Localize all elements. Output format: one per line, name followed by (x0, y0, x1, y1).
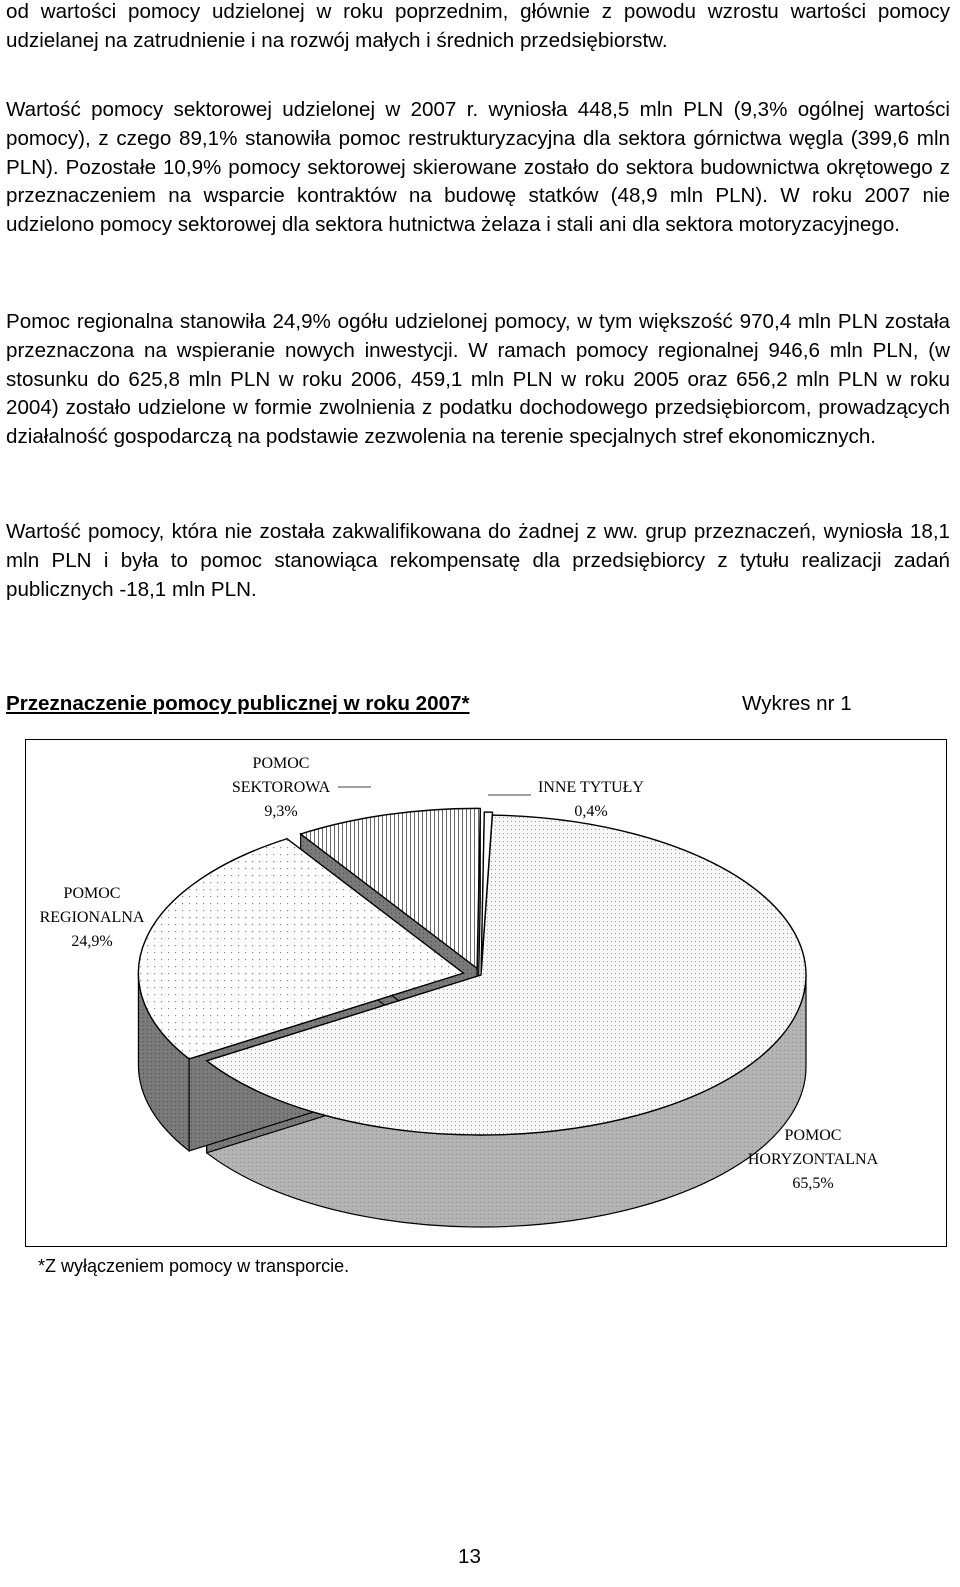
slice-label-regionalna (22, 882, 162, 954)
slice-label-line: POMOC (252, 755, 310, 772)
paragraph-1: od wartości pomocy udzielonej w roku poprzednim, głównie z powodu wzrostu wartości pomocy udzielanej na zatrudnienie i na rozwój małych i średnich przedsiębiorstw. (6, 0, 950, 52)
slice-label-line: INNE TYTUŁY (538, 779, 644, 796)
slice-label-value: 9,3% (264, 803, 298, 820)
page-number: 13 (458, 1545, 481, 1568)
slice-label-line: SEKTOROWA (231, 779, 331, 796)
slice-label-line: POMOC (63, 885, 121, 902)
slice-label-value: 65,5% (792, 1175, 834, 1192)
chart-number-label: Wykres nr 1 (742, 692, 852, 715)
paragraph-3: Pomoc regionalna stanowiła 24,9% ogółu udzielonej pomocy, w tym większość 970,4 mln PLN została przeznaczona na wspieranie nowych inwestycji. W ramach pomocy regionalnej 946,6 mln PLN, (w stosunku do 625,8 mln PLN w roku 2006, 459,1 mln PLN w roku 2005 oraz 656,2 mln PLN w roku 2004) zostało udzielone w formie zwolnienia z podatku dochodowego przedsiębiorcom, prowadzących działalność gospodarczą na podstawie zezwolenia na terenie specjalnych stref ekonomicznych. (6, 310, 950, 449)
slice-label-value: 0,4% (574, 803, 608, 820)
slice-label-line: REGIONALNA (39, 909, 145, 926)
chart-footnote: *Z wyłączeniem pomocy w transporcie. (38, 1256, 350, 1276)
paragraph-2: Wartość pomocy sektorowej udzielonej w 2007 r. wyniosła 448,5 mln PLN (9,3% ogólnej wartości pomocy), z czego 89,1% stanowiła pomoc restrukturyzacyjna dla sektora górnictwa węgla (399,6 mln PLN). Pozostałe 10,9% pomocy sektorowej skierowane zostało do sektora budownictwa okrętowego z przeznaczeniem na wsparcie kontraktów na budowę statków (48,9 mln PLN). W roku 2007 nie udzielono pomocy sektorowej dla sektora hutnictwa żelaza i stali ani dla sektora motoryzacyjnego. (6, 98, 950, 237)
slice-label-value: 24,9% (71, 933, 113, 950)
chart-heading: Przeznaczenie pomocy publicznej w roku 2007* (6, 692, 470, 715)
slice-label-line: POMOC (784, 1127, 842, 1144)
paragraph-4: Wartość pomocy, która nie została zakwalifikowana do żadnej z ww. grup przeznaczeń, wyniosła 18,1 mln PLN i była to pomoc stanowiąca rekompensatę dla przedsiębiorcy z tytułu realizacji zadań publicznych -18,1 mln PLN. (6, 520, 950, 601)
slice-label-inne (516, 776, 666, 824)
chart-frame (25, 739, 947, 1247)
slice-label-horyzontalna (738, 1124, 888, 1196)
slice-label-sektorowa (211, 752, 351, 824)
slice-label-line: HORYZONTALNA (747, 1151, 879, 1168)
